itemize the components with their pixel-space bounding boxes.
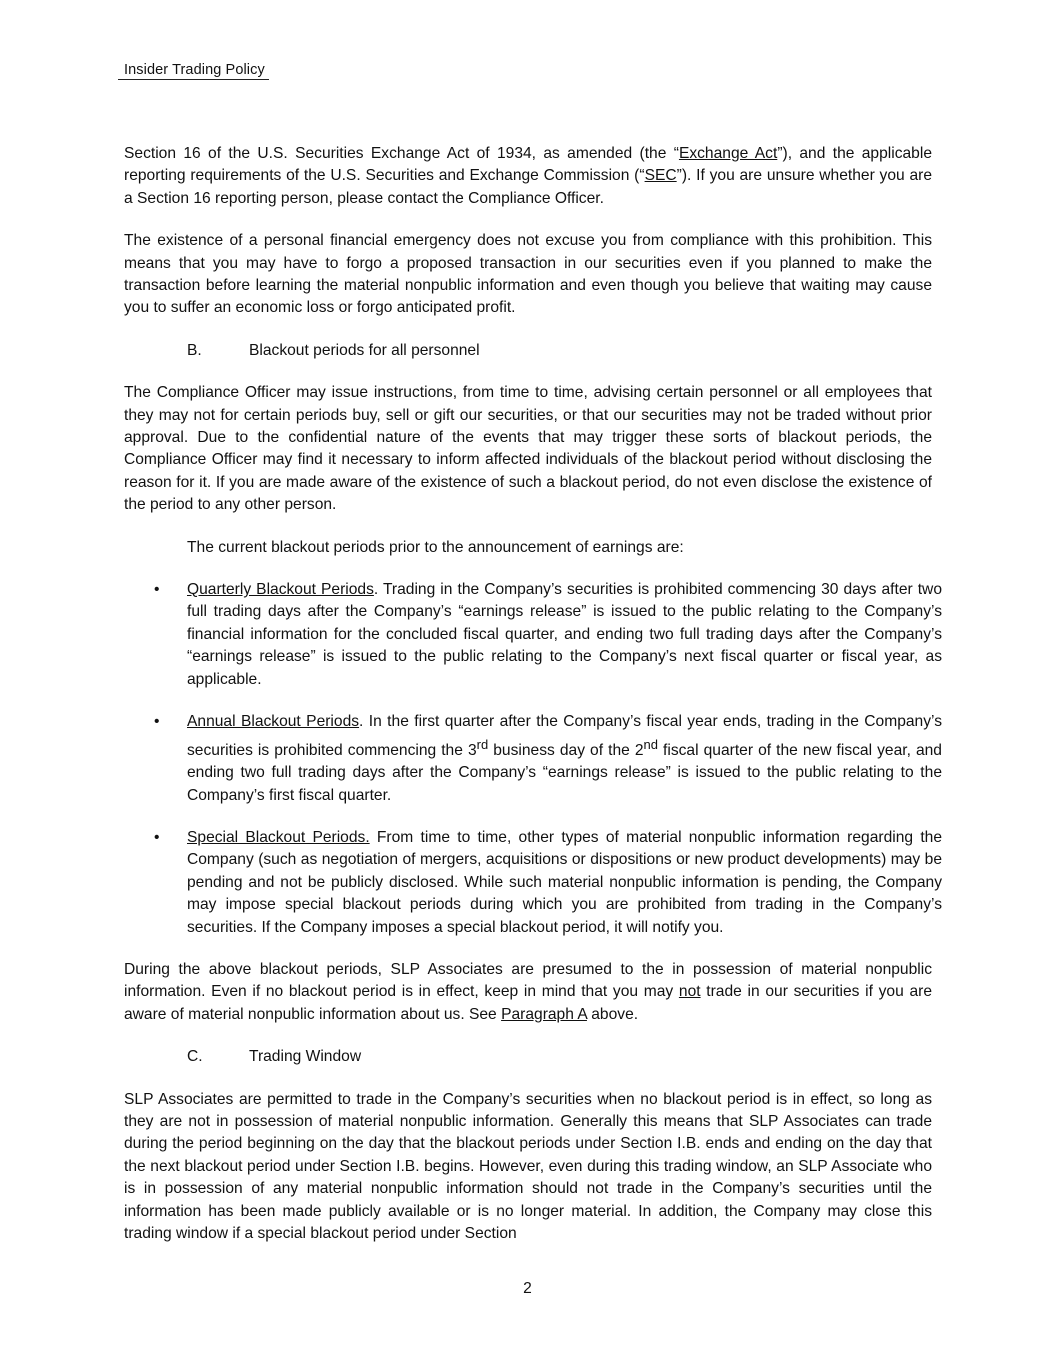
current-blackout-intro: The current blackout periods prior to the announcement of earnings are: bbox=[187, 538, 684, 556]
annual-blackout-term: Annual Blackout Periods bbox=[187, 713, 360, 731]
bullet-marker: • bbox=[154, 713, 160, 731]
special-blackout-text: From time to time, other types of material nonpublic information regarding the Company (such as negotiation of mergers, acquisitions or dispositions or new product developments) may be pending and not be publicly disclosed. While such material nonpublic information is pending, the Company may impose special blackout periods during which you are prohibited from trading in the Company’s securities. If the Company imposes a special blackout period, it will notify you. bbox=[187, 828, 942, 936]
exchange-act-term: Exchange Act bbox=[678, 145, 778, 162]
list-item-special bbox=[124, 827, 942, 939]
presumption-paragraph bbox=[124, 959, 932, 1026]
section-b-number: B. bbox=[187, 341, 202, 359]
annual-blackout-text-b: business day of the 2 bbox=[488, 741, 644, 759]
bullet-marker: • bbox=[154, 581, 160, 599]
ordinal-suffix: rd bbox=[476, 736, 489, 752]
para1-text-3: ”). If you are unsure whether you are a Section 16 reporting person, please contact the Compliance Officer. bbox=[124, 167, 932, 207]
document-body bbox=[124, 143, 943, 1245]
section-b-title: Blackout periods for all personnel bbox=[249, 341, 480, 359]
running-header: Insider Trading Policy bbox=[118, 62, 269, 80]
section-b-heading bbox=[124, 340, 932, 362]
ordinal-suffix: nd bbox=[643, 736, 658, 752]
annual-blackout-text-a: . In the first quarter after the Company’s fiscal year ends, trading in the Company’s securities is prohibited commencing the 3 bbox=[187, 713, 943, 759]
paragraph-a-reference: Paragraph A bbox=[501, 1005, 587, 1023]
section-c-heading bbox=[124, 1046, 932, 1068]
list-item-quarterly bbox=[124, 579, 942, 691]
trading-window-paragraph: SLP Associates are permitted to trade in the Company’s securities when no blackout period is in effect, so long as they are not in possession of material nonpublic information. Generally this means that SLP Associates can trade during the period beginning on the day that the blackout periods under Section I.B. ends and ending on the day that the next blackout period under Section I.B. begins. However, even during this trading window, an SLP Associate who is in possession of any material nonpublic information should not trade in the Company’s securities until the information has been made publicly available or is no longer material. In addition, the Company may close this trading window if a special blackout period under Section bbox=[124, 1090, 932, 1242]
para5-text-2: trade in our securities if you are aware of material nonpublic information about us. See bbox=[124, 983, 932, 1023]
financial-emergency-paragraph: The existence of a personal financial emergency does not excuse you from compliance with this prohibition. This means that you may have to forgo a proposed transaction in our securities even if you planned to make the transaction before learning the material nonpublic information and even though you believe that waiting may cause you to suffer an economic loss or forgo anticipated profit. bbox=[124, 232, 932, 317]
annual-blackout-text-c: fiscal quarter of the new fiscal year, and ending two full trading days after the Company’s “earnings release” is issued to the public relating to the Company’s first fiscal quarter. bbox=[187, 741, 942, 804]
list-item-annual bbox=[124, 711, 942, 807]
section-16-paragraph bbox=[124, 143, 932, 210]
quarterly-blackout-text: . Trading in the Company’s securities is prohibited commencing 30 days after two full trading days after the Company’s “earnings release” is issued to the public relating to the Company’s financial information for the concluded fiscal quarter, and ending two full trading days after the Company’s “earnings release” is issued to the public relating to the Company’s next fiscal quarter or fiscal year, as applicable. bbox=[187, 581, 942, 688]
section-c-number: C. bbox=[187, 1048, 203, 1066]
sec-term: SEC bbox=[644, 167, 677, 185]
para1-text-2: ”), and the applicable reporting requirements of the U.S. Securities and Exchange Commission (“ bbox=[124, 145, 932, 185]
para5-text-1: During the above blackout periods, SLP Associates are presumed to the in possession of material nonpublic information. Even if no blackout period is in effect, keep in mind that you may bbox=[124, 960, 932, 1001]
not-emphasis: not bbox=[678, 983, 701, 1001]
blackout-periods-list bbox=[124, 579, 943, 939]
special-blackout-term: Special Blackout Periods. bbox=[187, 828, 370, 846]
para5-text-3: above. bbox=[586, 1005, 639, 1023]
bullet-marker: • bbox=[154, 828, 160, 846]
page-number: 2 bbox=[523, 1280, 532, 1297]
section-c-title: Trading Window bbox=[249, 1048, 362, 1066]
quarterly-blackout-term: Quarterly Blackout Periods bbox=[187, 581, 374, 599]
para1-text-1: Section 16 of the U.S. Securities Exchange Act of 1934, as amended (the “ bbox=[124, 145, 679, 162]
compliance-officer-paragraph: The Compliance Officer may issue instructions, from time to time, advising certain personnel or all employees that they may not for certain periods buy, sell or gift our securities, or that our securities may not be traded without prior approval. Due to the confidential nature of the events that may trigger these sorts of blackout periods, the Compliance Officer may find it necessary to inform affected individuals of the blackout period without disclosing the reason for it. If you are made aware of the existence of such a blackout period, do not even disclose the existence of the period to any other person. bbox=[124, 384, 932, 514]
